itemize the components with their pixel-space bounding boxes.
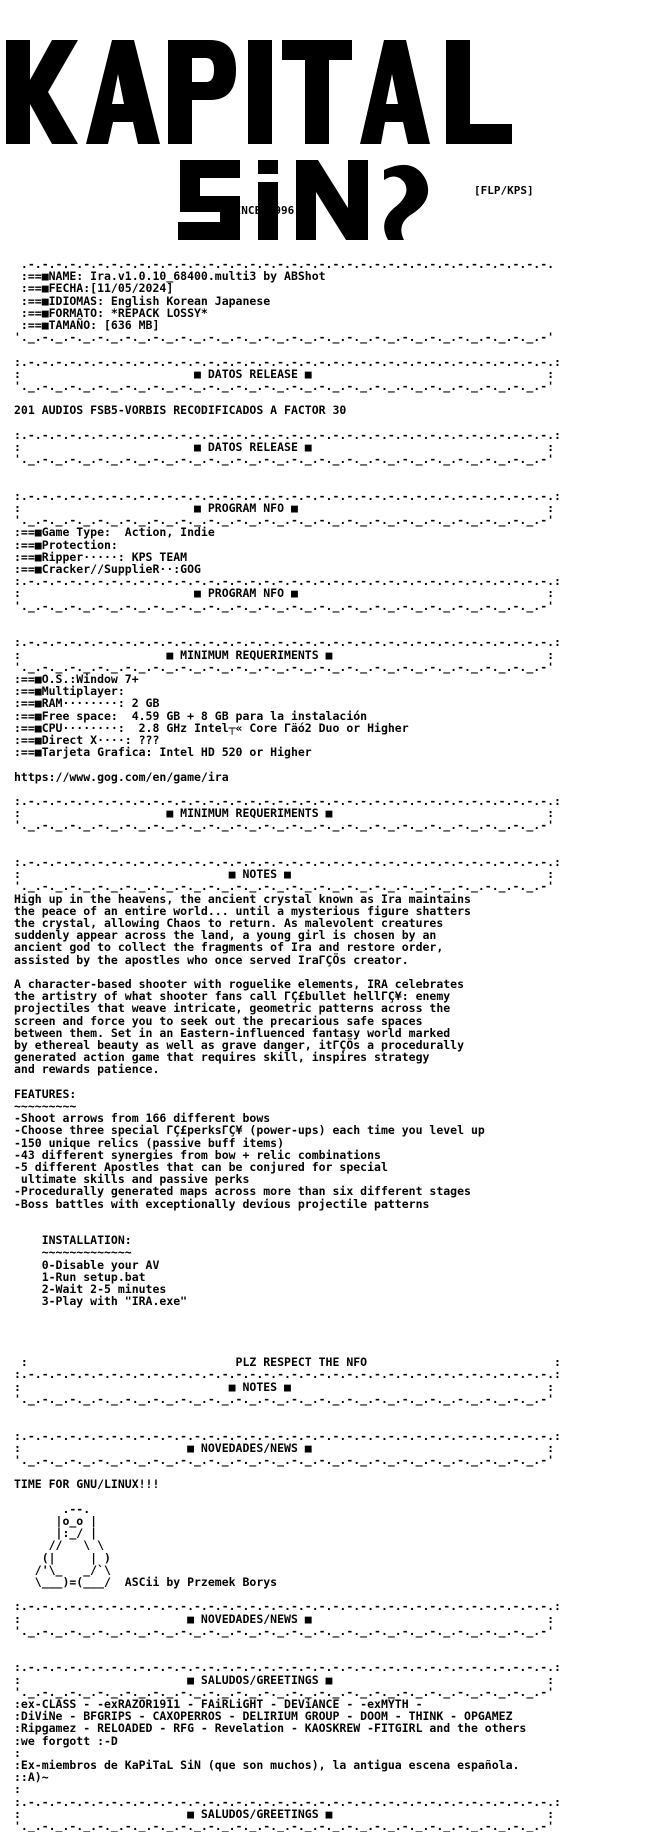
since-label: SINCE 1996 [228, 204, 295, 217]
logo-line1-glyphs [6, 40, 592, 144]
logo-line2-glyphs [178, 160, 428, 240]
group-tag: [FLP/KPS] [474, 184, 534, 197]
kapital-sin-logo [0, 0, 656, 258]
nfo-text-body: .-.-.-.-.-.-.-.-.-.-.-.-.-.-.-.-.-.-.-.-.-.-.-.-.-.-.-.-.-.-.-.-.-.-.-.-.-.-. :==■NAME: Ira.v1.0.10_68400.multi3 by ABShot :==■FECHA:[11/05/2024] :==■IDIOMAS: English Korean Japanese :==■FORMATO: *REPACK LOSSY* :==■TAMAÑO: [636 MB] '._.-._.-._.-._.-._.-._.-._.-._.-._.-._.-._.-._.-._.-._.-._.-._.-._.-._.-._.-' :.-.-.-.-.-.-.-.-.-.-.-.-.-.-.-.-.-.-.-.-.-.-.-.-.-.-.-.-.-.-.-.-.-.-.-.-.-.-.: : ■ DATOS RELEASE ■ : '._.-._.-._.-._.-._.-._.-._.-._.-._.-._.-._.-._.-._.-._.-._.-._.-._.-._.-._.-' 201 AUDIOS FSB5-VORBIS RECODIFICADOS A FACTOR 30 :.-.-.-.-.-.-.-.-.-.-.-.-.-.-.-.-.-.-.-.-.-.-.-.-.-.-.-.-.-.-.-.-.-.-.-.-.-.-.: : ■ DATOS RELEASE ■ : '._.-._.-._.-._.-._.-._.-._.-._.-._.-._.-._.-._.-._.-._.-._.-._.-._.-._.-._.-' :.-.-.-.-.-.-.-.-.-.-.-.-.-.-.-.-.-.-.-.-.-.-.-.-.-.-.-.-.-.-.-.-.-.-.-.-.-.-.: : ■ PROGRAM NFO ■ : '._.-._.-._.-._.-._.-._.-._.-._.-._.-._.-._.-._.-._.-._.-._.-._.-._.-._.-._.-' :==■Game Type: Action, Indie :==■Protection: :==■Ripper·····: KPS TEAM :==■Cracker//SupplieR··:GOG :.-.-.-.-.-.-.-.-.-.-.-.-.-.-.-.-.-.-.-.-.-.-.-.-.-.-.-.-.-.-.-.-.-.-.-.-.-.-.: : ■ PROGRAM NFO ■ : '._.-._.-._.-._.-._.-._.-._.-._.-._.-._.-._.-._.-._.-._.-._.-._.-._.-._.-._.-' :.-.-.-.-.-.-.-.-.-.-.-.-.-.-.-.-.-.-.-.-.-.-.-.-.-.-.-.-.-.-.-.-.-.-.-.-.-.-.: : ■ MINIMUM REQUERIMENTS ■ : '._.-._.-._.-._.-._.-._.-._.-._.-._.-._.-._.-._.-._.-._.-._.-._.-._.-._.-._.-' :==■O.S.:Window 7+ :==■Multiplayer: :==■RAM········: 2 GB :==■Free space: 4.59 GB + 8 GB para la instalación :==■CPU········: 2.8 GHz Intel┬« Core Γäó2 Duo or Higher :==■Direct X····: ??? :==■Tarjeta Grafica: Intel HD 520 or Higher https://www.gog.com/en/game/ira :.-.-.-.-.-.-.-.-.-.-.-.-.-.-.-.-.-.-.-.-.-.-.-.-.-.-.-.-.-.-.-.-.-.-.-.-.-.-.: : ■ MINIMUM REQUERIMENTS ■ : '._.-._.-._.-._.-._.-._.-._.-._.-._.-._.-._.-._.-._.-._.-._.-._.-._.-._.-._.-' :.-.-.-.-.-.-.-.-.-.-.-.-.-.-.-.-.-.-.-.-.-.-.-.-.-.-.-.-.-.-.-.-.-.-.-.-.-.-.: : ■ NOTES ■ : '._.-._.-._.-._.-._.-._.-._.-._.-._.-._.-._.-._.-._.-._.-._.-._.-._.-._.-._.-' High up in the heavens, the ancient crystal known as Ira maintains the peace of an entire world... until a mysterious figure shatters the crystal, allowing Chaos to return. As malevolent creatures suddenly appear across the land, a young girl is chosen by an ancient god to collect the fragments of Ira and restore order, assisted by the apostles who once served IraΓÇÖs creator. A character-based shooter with roguelike elements, IRA celebrates the artistry of what shooter fans call ΓÇ£bullet hellΓÇ¥: enemy projectiles that weave intricate, geometric patterns across the screen and force you to seek out the precarious safe spaces between them. Set in an Eastern-influenced fantasy world marked by ethereal beauty as well as grave danger, itΓÇÖs a procedurally generated action game that requires skill, inspires strategy and rewards patience. FEATURES: ~~~~~~~~~ -Shoot arrows from 166 different bows -Choose three special ΓÇ£perksΓÇ¥ (power-ups) each time you level up -150 unique relics (passive buff items) -43 different synergies from bow + relic combinations -5 different Apostles that can be conjured for special ultimate skills and passive perks -Procedurally generated maps across more than six different stages -Boss battles with exceptionally devious projectile patterns INSTALLATION: ~~~~~~~~~~~~~ 0-Disable your AV 1-Run setup.bat 2-Wait 2-5 minutes 3-Play with "IRA.exe" : PLZ RESPECT THE NFO : :.-.-.-.-.-.-.-.-.-.-.-.-.-.-.-.-.-.-.-.-.-.-.-.-.-.-.-.-.-.-.-.-.-.-.-.-.-.-.: : ■ NOTES ■ : '._.-._.-._.-._.-._.-._.-._.-._.-._.-._.-._.-._.-._.-._.-._.-._.-._.-._.-._.-' :.-.-.-.-.-.-.-.-.-.-.-.-.-.-.-.-.-.-.-.-.-.-.-.-.-.-.-.-.-.-.-.-.-.-.-.-.-.-.: : ■ NOVEDADES/NEWS ■ : '._.-._.-._.-._.-._.-._.-._.-._.-._.-._.-._.-._.-._.-._.-._.-._.-._.-._.-._.-' TIME FOR GNU/LINUX!!! .--. |o_o | |:_/ | // \ \ (| | ) /'\_ _/`\ \___)=(___/ ASCii by Przemek Borys :.-.-.-.-.-.-.-.-.-.-.-.-.-.-.-.-.-.-.-.-.-.-.-.-.-.-.-.-.-.-.-.-.-.-.-.-.-.-.: : ■ NOVEDADES/NEWS ■ : '._.-._.-._.-._.-._.-._.-._.-._.-._.-._.-._.-._.-._.-._.-._.-._.-._.-._.-._.-' :.-.-.-.-.-.-.-.-.-.-.-.-.-.-.-.-.-.-.-.-.-.-.-.-.-.-.-.-.-.-.-.-.-.-.-.-.-.-.: : ■ SALUDOS/GREETINGS ■ : '._.-._.-._.-._.-._.-._.-._.-._.-._.-._.-._.-._.-._.-._.-._.-._.-._.-._.-._.-' :ex-CLASS - -exRAZOR1911 - FAiRLiGHT - DEViANCE - -exMYTH - :DiViNe - BFGRIPS - CAXOPERROS - DELIRIUM GROUP - DOOM - THINK - OPGAMEZ :Ripgamez - RELOADED - RFG - Revelation - KAOSKREW -FITGIRL and the others :we forgott :-D : :Ex-miembros de KaPiTaL SiN (que son muchos), la antigua escena española. ::A)~ : :.-.-.-.-.-.-.-.-.-.-.-.-.-.-.-.-.-.-.-.-.-.-.-.-.-.-.-.-.-.-.-.-.-.-.-.-.-.-.: : ■ SALUDOS/GREETINGS ■ : '._.-._.-._.-._.-._.-._.-._.-._.-._.-._.-._.-._.-._.-._.-._.-._.-._.-._.-._.-' [14, 258, 561, 1832]
